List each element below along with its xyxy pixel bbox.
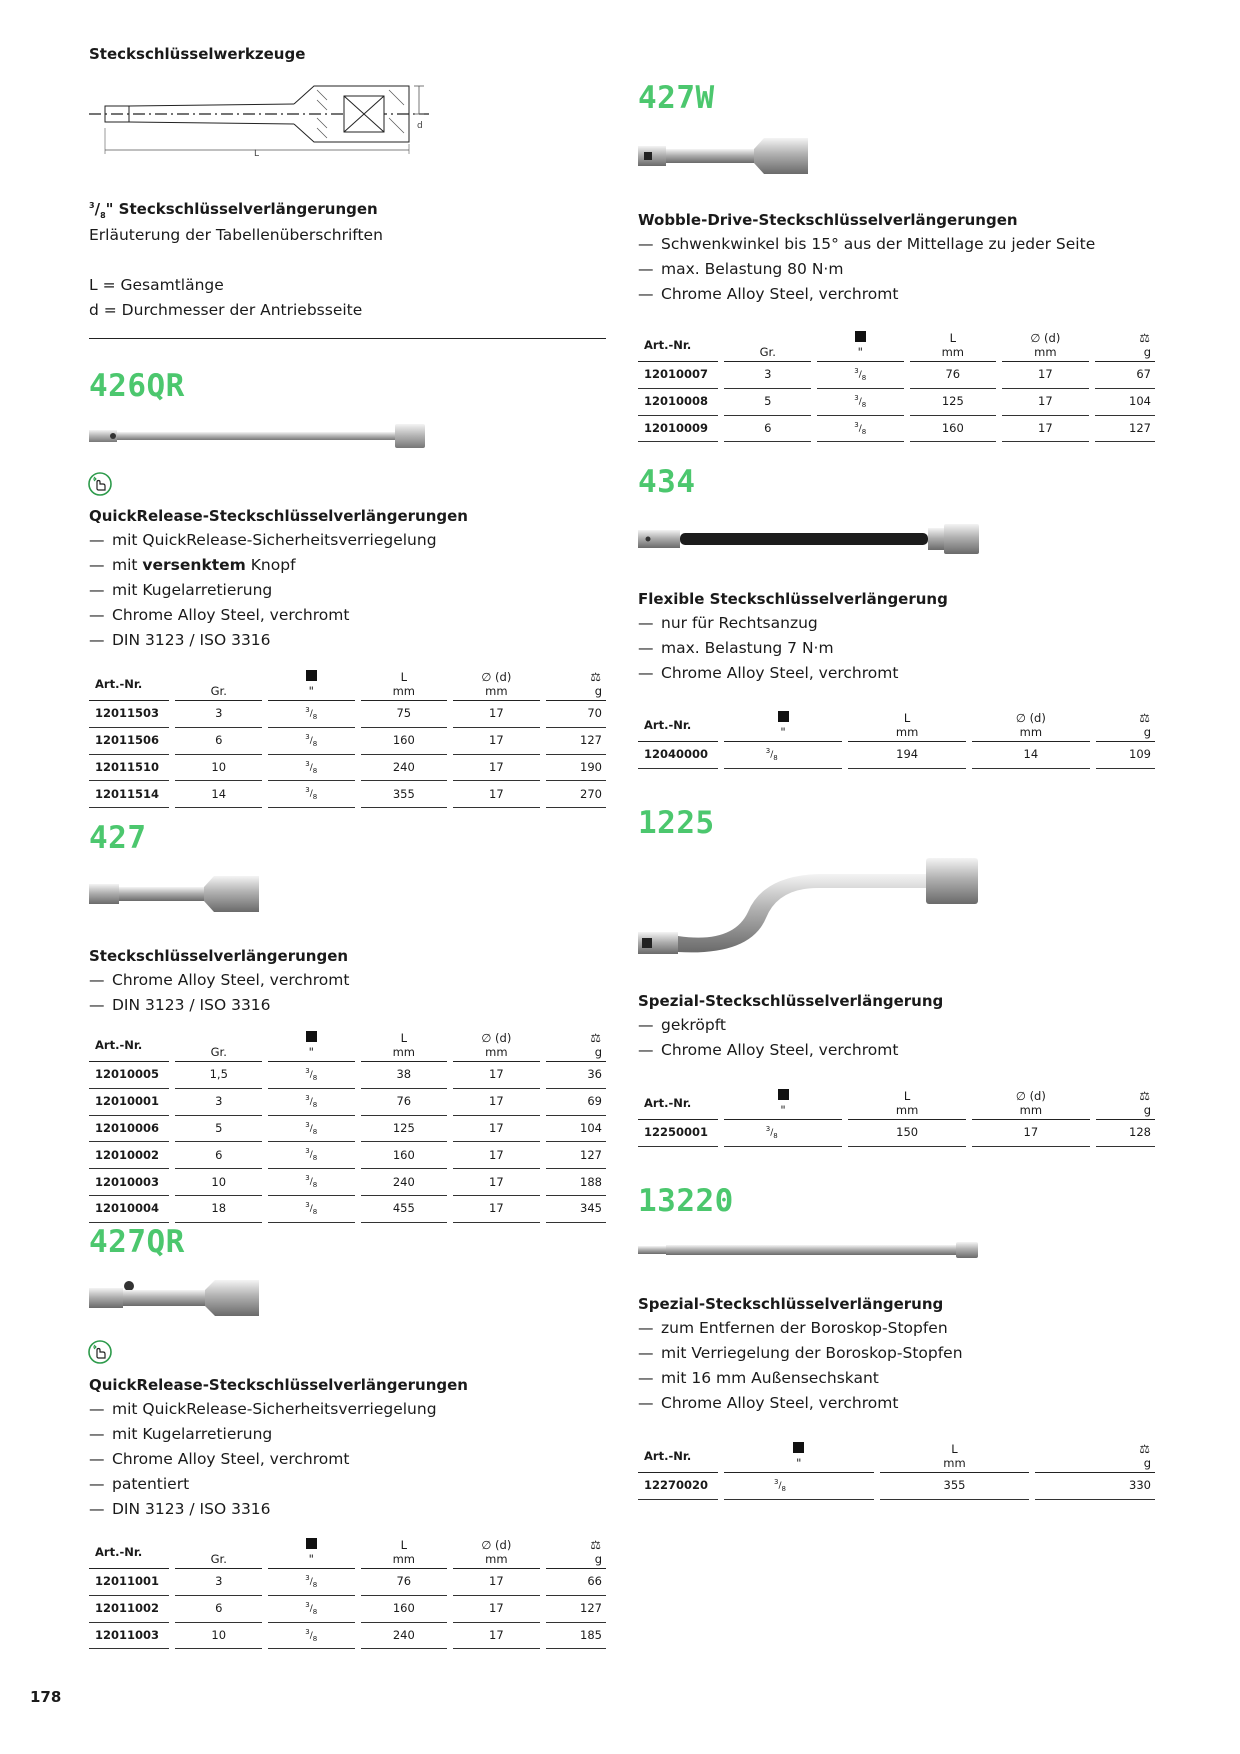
scale-icon: ⚖ xyxy=(1139,1089,1151,1103)
col-drive: " xyxy=(268,1538,355,1569)
col-g: ⚖ g xyxy=(1095,331,1155,362)
spec-table-434 xyxy=(632,711,1161,769)
bullet-item: — DIN 3123 / ISO 3316 xyxy=(89,996,271,1014)
table-row: 12010001 3 $^3/_8$ 76 17 69 xyxy=(89,1089,606,1116)
subtitle-427W: Wobble-Drive-Steckschlüsselverlängerungen xyxy=(638,211,1018,229)
col-art: Art.-Nr. xyxy=(638,1089,718,1120)
bullet-item: — max. Belastung 7 N·m xyxy=(638,639,834,657)
product-image-434 xyxy=(638,522,983,556)
bullet-item: — DIN 3123 / ISO 3316 xyxy=(89,1500,271,1518)
bullet-item: — gekröpft xyxy=(638,1016,726,1034)
table-row: 12010008 5 $^3/_8$ 125 17 104 xyxy=(638,389,1155,416)
scale-icon: ⚖ xyxy=(590,1031,602,1045)
product-code-427W: 427W xyxy=(638,80,715,116)
subtitle-427QR: QuickRelease-Steckschlüsselverlängerungen xyxy=(89,1376,468,1394)
diagram-d-label: d xyxy=(417,121,423,131)
col-d: ∅ (d) mm xyxy=(972,1089,1090,1120)
bullets-427 xyxy=(89,968,349,1018)
col-d: ∅ (d) mm xyxy=(1002,331,1089,362)
product-code-13220: 13220 xyxy=(638,1183,734,1219)
bullet-item: — patentiert xyxy=(89,1475,190,1493)
col-g: ⚖ g xyxy=(546,1031,606,1062)
table-row: 12040000 $^3/_8$ 194 14 109 xyxy=(638,742,1155,769)
bullet-item: — Chrome Alloy Steel, verchromt xyxy=(89,971,350,989)
table-row: 12011503 3 $^3/_8$ 75 17 70 xyxy=(89,701,606,728)
table-row: 12011510 10 $^3/_8$ 240 17 190 xyxy=(89,755,606,782)
table-row: 12010002 6 $^3/_8$ 160 17 127 xyxy=(89,1142,606,1169)
bullet-item: — Chrome Alloy Steel, verchromt xyxy=(89,606,350,624)
square-drive-icon xyxy=(778,711,789,722)
col-d: ∅ (d) mm xyxy=(453,670,540,701)
bullet-item: — mit 16 mm Außensechskant xyxy=(638,1369,879,1387)
scale-icon: ⚖ xyxy=(1139,711,1151,725)
extension-dimension-diagram xyxy=(89,78,439,158)
col-L: L mm xyxy=(361,670,448,701)
col-gr: Gr. xyxy=(175,670,262,701)
table-row: 12010004 18 $^3/_8$ 455 17 345 xyxy=(89,1196,606,1223)
legend-L: L = Gesamtlänge xyxy=(89,276,224,294)
col-drive: " xyxy=(817,331,904,362)
quickrelease-hand-icon xyxy=(88,472,112,496)
bullet-item: — Chrome Alloy Steel, verchromt xyxy=(89,1450,350,1468)
col-art: Art.-Nr. xyxy=(89,1538,169,1569)
table-row: 12010005 1,5 $^3/_8$ 38 17 36 xyxy=(89,1062,606,1089)
bullet-item: — mit Kugelarretierung xyxy=(89,581,273,599)
bullet-item: — mit Kugelarretierung xyxy=(89,1425,273,1443)
col-drive: " xyxy=(724,1442,874,1473)
spec-table-1225 xyxy=(632,1089,1161,1147)
bullet-item: — Chrome Alloy Steel, verchromt xyxy=(638,285,899,303)
product-code-427: 427 xyxy=(89,820,147,856)
square-drive-icon xyxy=(855,331,866,342)
table-row: 12010007 3 $^3/_8$ 76 17 67 xyxy=(638,362,1155,389)
col-art: Art.-Nr. xyxy=(89,1031,169,1062)
spec-table-13220 xyxy=(632,1442,1161,1500)
product-image-426QR xyxy=(89,422,429,450)
subtitle-13220: Spezial-Steckschlüsselverlängerung xyxy=(638,1295,944,1313)
product-code-1225: 1225 xyxy=(638,805,715,841)
intro-heading: $^3/_8$" Steckschlüsselverlängerungen xyxy=(89,200,378,220)
table-row: 12010003 10 $^3/_8$ 240 17 188 xyxy=(89,1169,606,1196)
bullets-427QR xyxy=(89,1397,437,1522)
bullet-item: — Schwenkwinkel bis 15° aus der Mittellage zu jeder Seite xyxy=(638,235,1096,253)
col-L: L mm xyxy=(910,331,997,362)
scale-icon: ⚖ xyxy=(590,1538,602,1552)
table-row: 12011514 14 $^3/_8$ 355 17 270 xyxy=(89,781,606,808)
square-drive-icon xyxy=(793,1442,804,1453)
quickrelease-hand-icon xyxy=(88,1340,112,1364)
col-L: L mm xyxy=(361,1031,448,1062)
product-code-426QR: 426QR xyxy=(89,368,185,404)
col-gr: Gr. xyxy=(724,331,811,362)
bullet-item: — nur für Rechtsanzug xyxy=(638,614,818,632)
col-drive: " xyxy=(724,1089,842,1120)
table-row: 12250001 $^3/_8$ 150 17 128 xyxy=(638,1120,1155,1147)
scale-icon: ⚖ xyxy=(1139,331,1151,345)
bullets-434 xyxy=(638,611,898,686)
col-L: L mm xyxy=(848,1089,966,1120)
col-g: ⚖ g xyxy=(1035,1442,1155,1473)
col-art: Art.-Nr. xyxy=(638,331,718,362)
bullet-item: — max. Belastung 80 N·m xyxy=(638,260,844,278)
subtitle-434: Flexible Steckschlüsselverlängerung xyxy=(638,590,948,608)
bullet-item: — Chrome Alloy Steel, verchromt xyxy=(638,1041,899,1059)
table-row: 12270020 $^3/_8$ 355 330 xyxy=(638,1473,1155,1500)
col-art: Art.-Nr. xyxy=(89,670,169,701)
col-gr: Gr. xyxy=(175,1031,262,1062)
col-d: ∅ (d) mm xyxy=(453,1538,540,1569)
diagram-L-label: L xyxy=(254,149,260,158)
page-number: 178 xyxy=(30,1688,62,1706)
table-row: 12010009 6 $^3/_8$ 160 17 127 xyxy=(638,416,1155,443)
bullet-item: — mit versenktem Knopf xyxy=(89,556,296,574)
intro-subtitle: Erläuterung der Tabellenüberschriften xyxy=(89,226,383,244)
product-code-427QR: 427QR xyxy=(89,1224,185,1260)
scale-icon: ⚖ xyxy=(590,670,602,684)
square-drive-icon xyxy=(306,670,317,681)
product-image-427 xyxy=(89,872,264,916)
table-row: 12011002 6 $^3/_8$ 160 17 127 xyxy=(89,1596,606,1623)
section-divider xyxy=(89,338,606,339)
col-L: L mm xyxy=(361,1538,448,1569)
bullets-1225 xyxy=(638,1013,898,1063)
bullet-item: — zum Entfernen der Boroskop-Stopfen xyxy=(638,1319,948,1337)
product-image-427QR xyxy=(89,1276,264,1320)
col-art: Art.-Nr. xyxy=(638,711,718,742)
product-code-434: 434 xyxy=(638,464,696,500)
square-drive-icon xyxy=(306,1538,317,1549)
subtitle-427: Steckschlüsselverlängerungen xyxy=(89,947,349,965)
bullets-13220 xyxy=(638,1316,963,1416)
bullet-item: — Chrome Alloy Steel, verchromt xyxy=(638,664,899,682)
col-g: ⚖ g xyxy=(546,1538,606,1569)
scale-icon: ⚖ xyxy=(1139,1442,1151,1456)
col-art: Art.-Nr. xyxy=(638,1442,718,1473)
table-row: 12011506 6 $^3/_8$ 160 17 127 xyxy=(89,728,606,755)
col-drive: " xyxy=(268,1031,355,1062)
col-drive: " xyxy=(724,711,842,742)
table-row: 12011003 10 $^3/_8$ 240 17 185 xyxy=(89,1623,606,1650)
col-gr: Gr. xyxy=(175,1538,262,1569)
table-row: 12011001 3 $^3/_8$ 76 17 66 xyxy=(89,1569,606,1596)
col-L: L mm xyxy=(880,1442,1030,1473)
bullet-item: — mit QuickRelease-Sicherheitsverriegelung xyxy=(89,1400,437,1418)
subtitle-426QR: QuickRelease-Steckschlüsselverlängerungen xyxy=(89,507,468,525)
col-L: L mm xyxy=(848,711,966,742)
bullet-item: — mit Verriegelung der Boroskop-Stopfen xyxy=(638,1344,963,1362)
square-drive-icon xyxy=(778,1089,789,1100)
spec-table-427 xyxy=(83,1031,612,1223)
product-image-1225 xyxy=(638,852,983,962)
col-g: ⚖ g xyxy=(1096,1089,1155,1120)
bullets-426QR xyxy=(89,528,437,653)
square-drive-icon xyxy=(306,1031,317,1042)
col-drive: " xyxy=(268,670,355,701)
page-header-title: Steckschlüsselwerkzeuge xyxy=(89,45,306,63)
bullet-item: — DIN 3123 / ISO 3316 xyxy=(89,631,271,649)
spec-table-426QR xyxy=(83,670,612,808)
spec-table-427W xyxy=(632,331,1161,442)
col-d: ∅ (d) mm xyxy=(453,1031,540,1062)
table-row: 12010006 5 $^3/_8$ 125 17 104 xyxy=(89,1116,606,1143)
bullets-427W xyxy=(638,232,1095,307)
product-image-13220 xyxy=(638,1238,983,1262)
bullet-item: — mit QuickRelease-Sicherheitsverriegelung xyxy=(89,531,437,549)
col-g: ⚖ g xyxy=(546,670,606,701)
col-d: ∅ (d) mm xyxy=(972,711,1090,742)
subtitle-1225: Spezial-Steckschlüsselverlängerung xyxy=(638,992,944,1010)
bullet-item: — Chrome Alloy Steel, verchromt xyxy=(638,1394,899,1412)
spec-table-427QR xyxy=(83,1538,612,1649)
product-image-427W xyxy=(638,134,813,178)
col-g: ⚖ g xyxy=(1096,711,1155,742)
legend-d: d = Durchmesser der Antriebsseite xyxy=(89,301,363,319)
